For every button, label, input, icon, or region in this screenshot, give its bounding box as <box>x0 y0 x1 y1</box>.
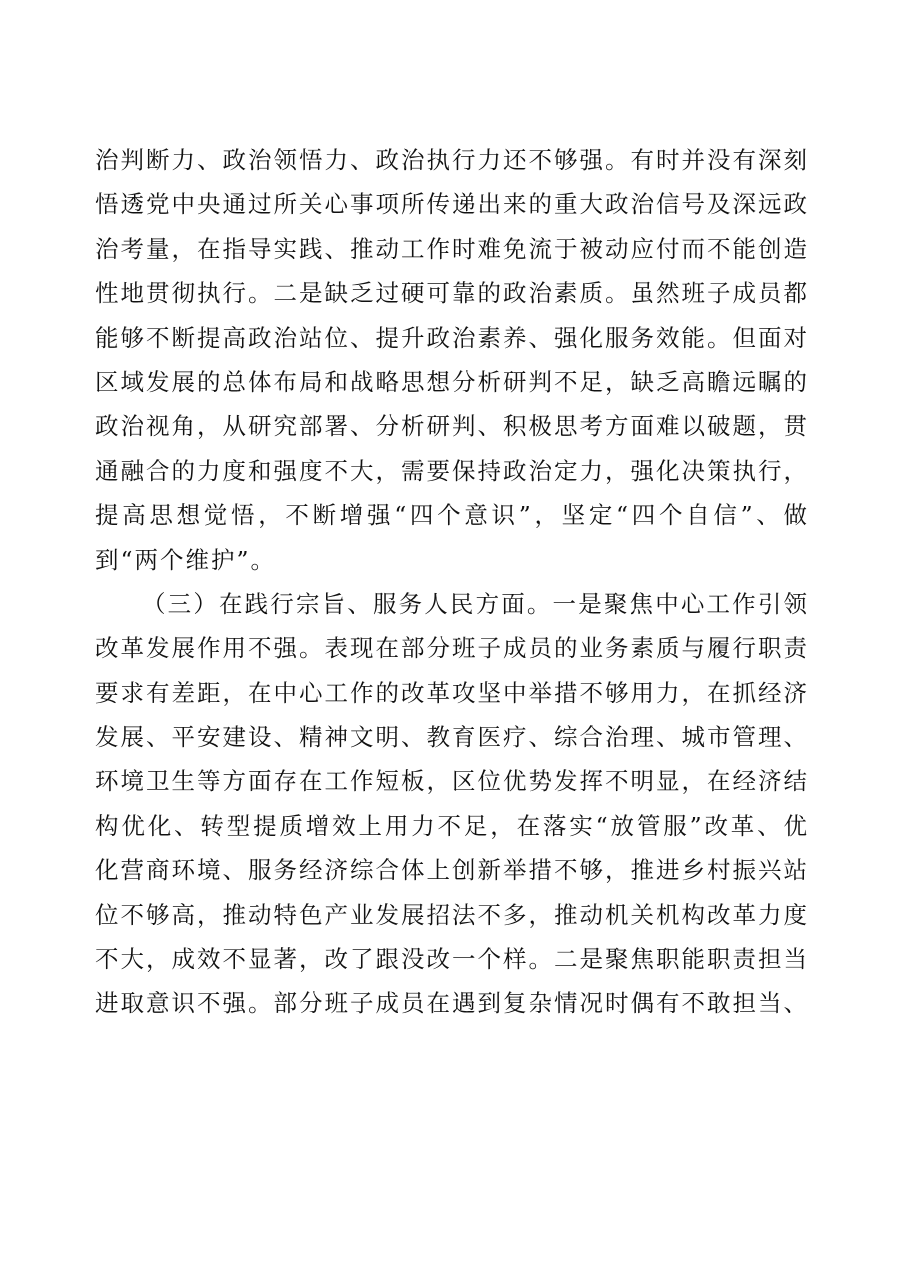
text-line: 性地贯彻执行。二是缺乏过硬可靠的政治素质。虽然班子成员都 <box>95 279 807 308</box>
text-line: 要求有差距，在中心工作的改革攻坚中举措不够用力，在抓经济 <box>95 678 807 707</box>
text-line: 构优化、转型提质增效上用力不足，在落实“放管服”改革、优 <box>95 811 807 840</box>
text-line: 通融合的力度和强度不大，需要保持政治定力，强化决策执行， <box>95 456 807 485</box>
section-heading-line: （三）在践行宗旨、服务人民方面。一是聚焦中心工作引领 <box>142 589 807 618</box>
text-line: 政治视角，从研究部署、分析研判、积极思考方面难以破题，贯 <box>95 412 807 441</box>
text-line: 进取意识不强。部分班子成员在遇到复杂情况时偶有不敢担当、 <box>95 989 807 1018</box>
text-line: 不大，成效不显著，改了跟没改一个样。二是聚焦职能职责担当 <box>95 945 807 974</box>
text-line: 化营商环境、服务经济综合体上创新举措不够，推进乡村振兴站 <box>95 856 807 885</box>
text-line: 位不够高，推动特色产业发展招法不多，推动机关机构改革力度 <box>95 900 807 929</box>
text-line: 悟透党中央通过所关心事项所传递出来的重大政治信号及深远政 <box>95 190 807 219</box>
text-line: 提高思想觉悟，不断增强“四个意识”，坚定“四个自信”、做 <box>95 501 807 530</box>
text-line: 治考量，在指导实践、推动工作时难免流于被动应付而不能创造 <box>95 234 807 263</box>
text-line: 发展、平安建设、精神文明、教育医疗、综合治理、城市管理、 <box>95 723 807 752</box>
text-line: 环境卫生等方面存在工作短板，区位优势发挥不明显，在经济结 <box>95 767 807 796</box>
text-line: 治判断力、政治领悟力、政治执行力还不够强。有时并没有深刻 <box>95 146 807 174</box>
text-line: 能够不断提高政治站位、提升政治素养、强化服务效能。但面对 <box>95 323 807 352</box>
text-line: 到“两个维护”。 <box>95 545 277 574</box>
text-line: 改革发展作用不强。表现在部分班子成员的业务素质与履行职责 <box>95 634 807 663</box>
document-body <box>95 138 807 1026</box>
text-line: 区域发展的总体布局和战略思想分析研判不足，缺乏高瞻远瞩的 <box>95 367 807 396</box>
